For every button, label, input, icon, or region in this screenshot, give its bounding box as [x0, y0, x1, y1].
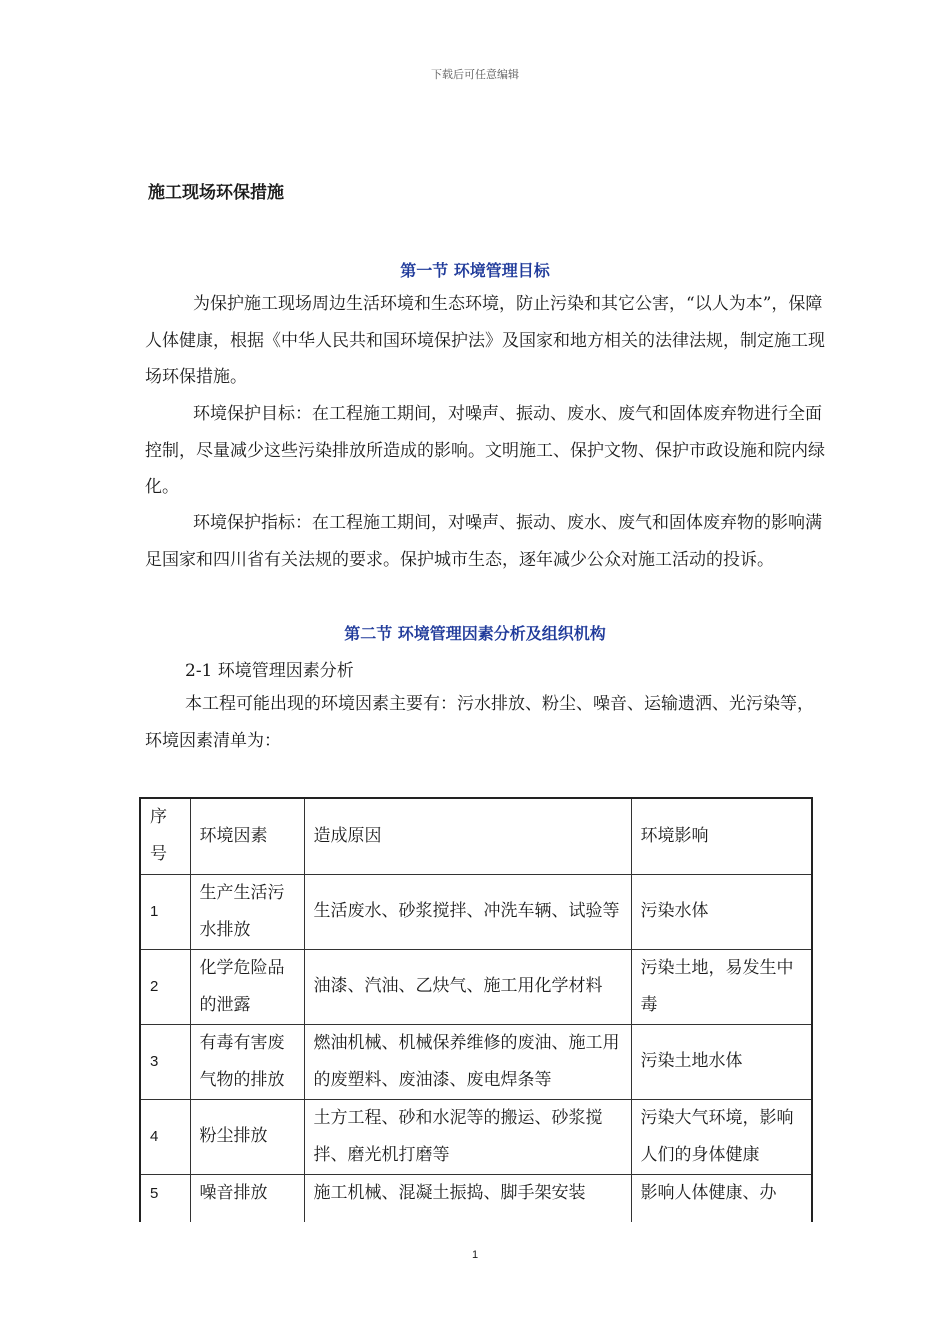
environment-factors-table: [139, 797, 813, 1222]
row-factor: 粉尘排放: [190, 1099, 304, 1174]
table-row: [140, 1174, 812, 1222]
table-row: [140, 949, 812, 1024]
row-seq: 5: [140, 1174, 190, 1222]
section-1-paragraph-goal: 环境保护目标：在工程施工期间，对噪声、振动、废水、废气和固体废弃物进行全面控制，尽量减少这些污染排放所造成的影响。文明施工、保护文物、保护市政设施和院内绿化。: [145, 404, 825, 497]
row-impact: 污染土地水体: [631, 1024, 812, 1099]
header-cell-factor: 环境因素: [190, 798, 304, 874]
row-cause: 油漆、汽油、乙炔气、施工用化学材料: [304, 949, 631, 1024]
row-impact: 污染土地，易发生中毒: [631, 949, 812, 1024]
header-cell-impact: 环境影响: [631, 798, 812, 874]
row-cause: 土方工程、砂和水泥等的搬运、砂浆搅拌、磨光机打磨等: [304, 1099, 631, 1174]
document-title: 施工现场环保措施: [148, 183, 284, 203]
row-seq: 1: [140, 874, 190, 949]
row-factor: 有毒有害废气物的排放: [190, 1024, 304, 1099]
row-cause: 生活废水、砂浆搅拌、冲洗车辆、试验等: [304, 874, 631, 949]
section-1-heading: 第一节 环境管理目标: [400, 261, 550, 280]
row-impact: 影响人体健康、办: [631, 1174, 812, 1222]
table-row: [140, 874, 812, 949]
section-1-paragraph-purpose: 为保护施工现场周边生活环境和生态环境，防止污染和其它公害，“以人为本”，保障人体健康，根据《中华人民共和国环境保护法》及国家和地方相关的法律法规，制定施工现场环保措施。: [145, 294, 825, 387]
row-seq: 2: [140, 949, 190, 1024]
row-impact: 污染大气环境，影响人们的身体健康: [631, 1099, 812, 1174]
row-cause: 施工机械、混凝土振捣、脚手架安装: [304, 1174, 631, 1222]
section-1-paragraph-indicator: 环境保护指标：在工程施工期间，对噪声、振动、废水、废气和固体废弃物的影响满足国家和四川省有关法规的要求。保护城市生态，逐年减少公众对施工活动的投诉。: [145, 513, 822, 570]
row-factor: 生产生活污水排放: [190, 874, 304, 949]
table-header-row: [140, 798, 812, 874]
header-note: 下载后可任意编辑: [431, 68, 519, 81]
row-cause: 燃油机械、机械保养维修的废油、施工用的废塑料、废油漆、废电焊条等: [304, 1024, 631, 1099]
header-cell-cause: 造成原因: [304, 798, 631, 874]
table-row: [140, 1024, 812, 1099]
row-factor: 化学危险品的泄露: [190, 949, 304, 1024]
section-2-subheading: 2-1 环境管理因素分析: [185, 661, 354, 681]
row-seq: 4: [140, 1099, 190, 1174]
section-2-paragraph-intro: 本工程可能出现的环境因素主要有：污水排放、粉尘、噪音、运输遗洒、光污染等，环境因素清单为：: [145, 694, 814, 751]
header-cell-seq: 序号: [140, 798, 190, 874]
row-impact: 污染水体: [631, 874, 812, 949]
row-factor: 噪音排放: [190, 1174, 304, 1222]
section-2-heading: 第二节 环境管理因素分析及组织机构: [344, 624, 606, 643]
page-number: 1: [471, 1249, 479, 1261]
table-row: [140, 1099, 812, 1174]
row-seq: 3: [140, 1024, 190, 1099]
